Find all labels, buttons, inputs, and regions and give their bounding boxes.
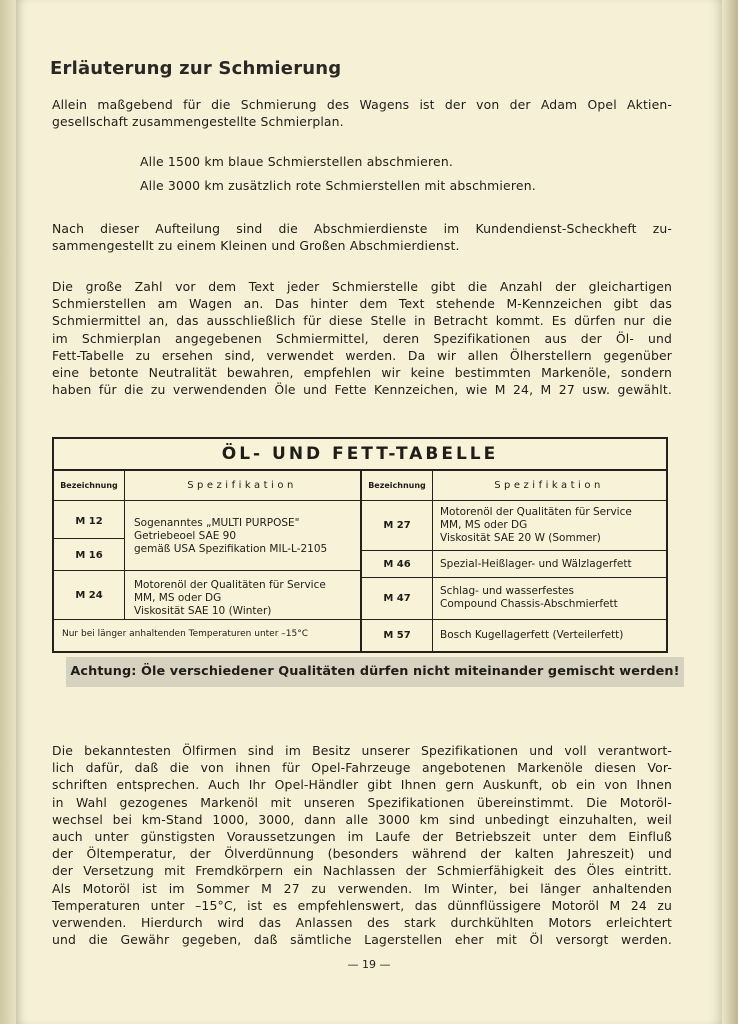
lubricant-paragraph — [52, 278, 672, 398]
code-m27: M 27 — [383, 520, 411, 531]
spec-line: MM, MS oder DG — [440, 519, 528, 531]
table-title: ÖL- UND FETT-TABELLE — [54, 439, 666, 471]
text-line: Temperaturen unter –15°C, ist es empfehlenswert, das dünnflüssigere Motoröl M 24 zu — [52, 897, 672, 913]
spec-line: Motorenöl der Qualitäten für Service — [440, 506, 632, 518]
header-spec-left: Spezifikation — [187, 480, 297, 491]
spec-m57: Bosch Kugellagerfett (Verteilerfett) — [440, 629, 624, 641]
code-m46: M 46 — [383, 559, 411, 570]
spec-line: Viskosität SAE 10 (Winter) — [134, 605, 272, 617]
row-divider — [360, 577, 666, 578]
code-m57: M 57 — [383, 630, 411, 641]
page-number: — 19 — — [347, 958, 391, 971]
text-line: eine betonte Neutralität bewahren, empfehlen wir keine bestimmten Markenöle, sondern — [52, 365, 672, 381]
text-line: der Öltemperatur, der Ölverdünnung (besonders während der kalten Jahreszeit) und — [52, 846, 672, 862]
m24-note: Nur bei länger anhaltenden Temperaturen unter –15°C — [62, 629, 309, 639]
header-spec-right: Spezifikation — [494, 480, 604, 491]
text-line: Allein maßgebend für die Schmierung des Wagens ist der von der Adam Opel Aktien- — [52, 97, 672, 112]
text-line: gesellschaft zusammengestellte Schmierplan. — [52, 114, 344, 130]
text-line: lich dafür, daß die von ihnen für Opel-Fahrzeuge angebotenen Markenöle diesen Vor- — [52, 760, 672, 776]
text-line: schriften entsprechen. Auch Ihr Opel-Händler gibt Ihnen gern Auskunft, ob ein von Ihnen — [52, 777, 672, 793]
interval-1500: Alle 1500 km blaue Schmierstellen abschmieren. — [140, 154, 454, 169]
text-line: auch unter günstigsten Voraussetzungen im Laufe der Betriebszeit unter dem Einfluß — [52, 829, 672, 845]
text-line: Als Motoröl ist im Sommer M 27 zu verwenden. Im Winter, bei länger anhaltenden — [52, 880, 672, 896]
spec-line: Schlag- und wasserfestes — [440, 585, 574, 597]
text-line: sammengestellt zu einem Kleinen und Großen Abschmierdienst. — [52, 238, 460, 254]
spec-line: MM, MS oder DG — [134, 592, 222, 604]
text-line: Schmierstellen am Wagen an. Das hinter dem Text stehende M-Kennzeichen gibt das — [52, 296, 672, 312]
code-m12: M 12 — [75, 516, 103, 527]
code-m16: M 16 — [75, 550, 103, 561]
spec-line: Sogenanntes „MULTI PURPOSE" — [134, 517, 300, 529]
text-line: Nach dieser Aufteilung sind die Abschmierdienste im Kundendienst-Scheckheft zu- — [52, 221, 672, 236]
page-title: Erläuterung zur Schmierung — [50, 58, 342, 79]
text-line: und die Gewähr gegeben, daß sämtliche Lagerstellen eher mit Öl versorgt werden. — [52, 932, 672, 948]
row-divider — [360, 550, 666, 551]
spec-line: Viskosität SAE 20 W (Sommer) — [440, 532, 601, 544]
text-line: Die große Zahl vor dem Text jeder Schmierstelle gibt die Anzahl der gleichartigen — [52, 279, 672, 294]
book-spine-left — [0, 0, 16, 1024]
code-m24: M 24 — [75, 590, 103, 601]
mixing-warning: Achtung: Öle verschiedener Qualitäten dürfen nicht miteinander gemischt werden! — [66, 657, 684, 687]
text-line: verwenden. Hierdurch wird das Anlassen des stark durchkühlten Motors erleichtert — [52, 915, 672, 931]
interval-3000: Alle 3000 km zusätzlich rote Schmierstellen mit abschmieren. — [140, 178, 536, 193]
spec-m12-m16 — [134, 517, 358, 556]
spec-line: gemäß USA Spezifikation MIL-L-2105 — [134, 543, 328, 555]
text-line: wechsel bei km-Stand 1000, 3000, dann alle 3000 km sind unbedingt einzuhalten, weil — [52, 811, 672, 827]
spec-m47 — [440, 585, 664, 611]
text-line: im Schmierplan angegebenen Schmiermittel, deren Spezifikationen aus der Öl- und — [52, 330, 672, 346]
row-divider — [360, 619, 666, 620]
service-paragraph — [52, 220, 672, 254]
text-line: in Wahl gezogenes Markenöl mit unseren Spezifikationen übereinstimmt. Die Motoröl- — [52, 794, 672, 810]
book-edge-right — [722, 0, 738, 1024]
intro-paragraph — [52, 96, 672, 130]
row-divider — [54, 619, 360, 620]
spec-m46: Spezial-Heißlager- und Wälzlagerfett — [440, 558, 632, 570]
code-m47: M 47 — [383, 593, 411, 604]
spec-line: Compound Chassis-Abschmierfett — [440, 598, 618, 610]
oil-grease-table — [52, 437, 668, 653]
spec-m24 — [134, 579, 358, 618]
header-code-left: Bezeichnung — [60, 481, 118, 490]
text-line: der Versetzung mit Fremdkörpern ein Nachlassen der Schmierfähigkeit des Öles eintritt. — [52, 863, 672, 879]
spec-line: Motorenöl der Qualitäten für Service — [134, 579, 326, 591]
text-line: Schmiermittel an, das ausschließlich für diese Stelle in Betracht kommt. Es dürfen nur die — [52, 313, 672, 329]
header-code-right: Bezeichnung — [368, 481, 426, 490]
row-divider — [54, 570, 360, 571]
spec-line: Getriebeoel SAE 90 — [134, 530, 237, 542]
text-line: haben für die zu verwendenden Öle und Fette Kennzeichen, wie M 24, M 27 usw. gewählt. — [52, 382, 672, 398]
text-line: Die bekanntesten Ölfirmen sind im Besitz unserer Spezifikationen und voll verantwort- — [52, 743, 672, 758]
spec-m27 — [440, 506, 664, 545]
row-divider — [54, 538, 124, 539]
oil-companies-paragraph — [52, 742, 672, 948]
text-line: Fett-Tabelle zu ersehen sind, verwendet werden. Da wir allen Ölherstellern gegenüber — [52, 347, 672, 363]
